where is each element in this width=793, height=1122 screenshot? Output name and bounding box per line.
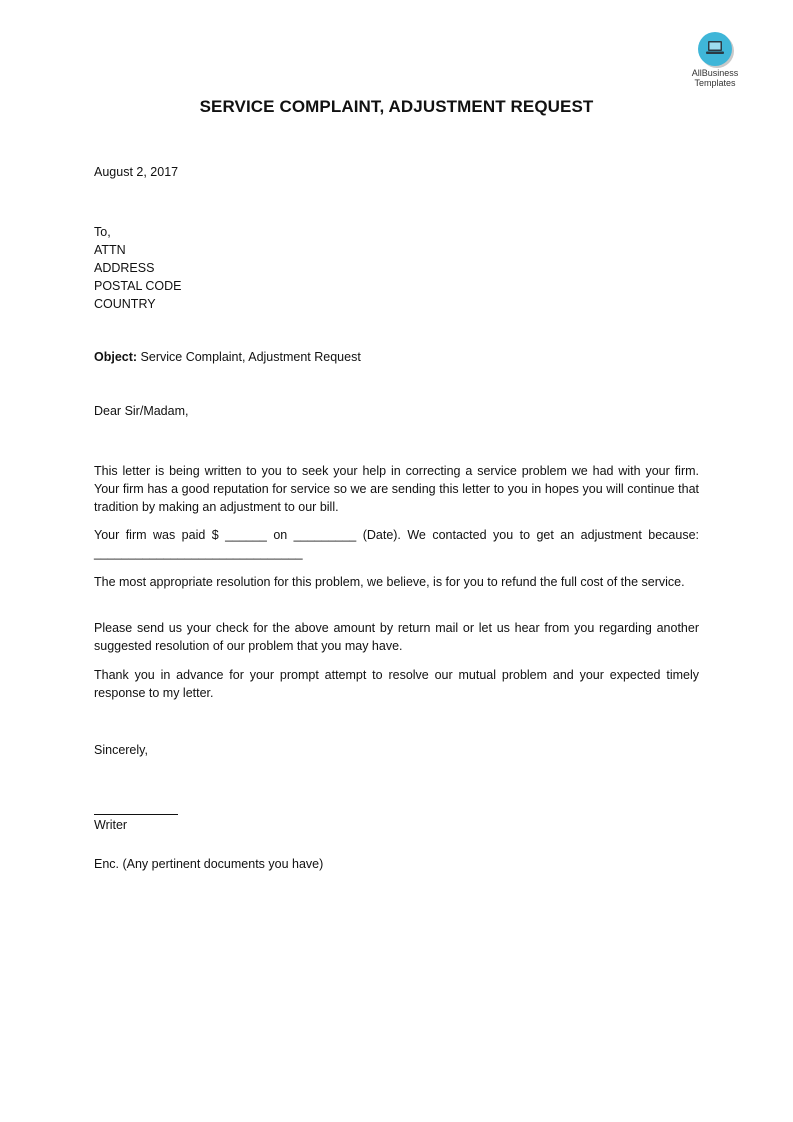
- recipient-country: COUNTRY: [94, 297, 156, 311]
- recipient-to: To,: [94, 225, 111, 239]
- paragraph-thanks: Thank you in advance for your prompt attempt to resolve our mutual problem and your expected timely response to my letter.: [94, 668, 699, 700]
- closing: Sincerely,: [94, 743, 148, 757]
- recipient-attn: ATTN: [94, 243, 126, 257]
- letter-date: August 2, 2017: [94, 165, 179, 179]
- recipient-postal-code: POSTAL CODE: [94, 279, 182, 293]
- signature-label: Writer: [94, 818, 128, 832]
- logo-text-line2: Templates: [694, 78, 736, 88]
- paragraph-request: Please send us your check for the above amount by return mail or let us hear from you regarding another suggested resolution of our problem that you may have.: [94, 621, 699, 653]
- laptop-icon: [698, 32, 732, 66]
- paragraph-payment: Your firm was paid $ ______ on _________ (Date). We contacted you to get an adjustment because: ______________________________: [94, 528, 699, 560]
- allbusiness-logo: [680, 32, 750, 88]
- logo-text: [680, 68, 750, 88]
- enclosure-note: Enc. (Any pertinent documents you have): [94, 857, 324, 871]
- paragraph-resolution: The most appropriate resolution for this problem, we believe, is for you to refund the full cost of the service.: [94, 575, 685, 589]
- document-title: SERVICE COMPLAINT, ADJUSTMENT REQUEST: [199, 97, 594, 116]
- logo-text-line1: AllBusiness: [691, 68, 739, 78]
- object-text: Service Complaint, Adjustment Request: [140, 350, 361, 364]
- paragraph-intro: This letter is being written to you to seek your help in correcting a service problem we had with your firm. Your firm has a good reputation for service so we are sending this letter to you in hopes you will continue that tradition by making an adjustment to our bill.: [94, 464, 699, 514]
- object-label: Object:: [94, 350, 138, 364]
- signature-line: [94, 814, 178, 815]
- recipient-address: ADDRESS: [94, 261, 155, 275]
- salutation: Dear Sir/Madam,: [94, 404, 189, 418]
- object-line: [94, 348, 361, 366]
